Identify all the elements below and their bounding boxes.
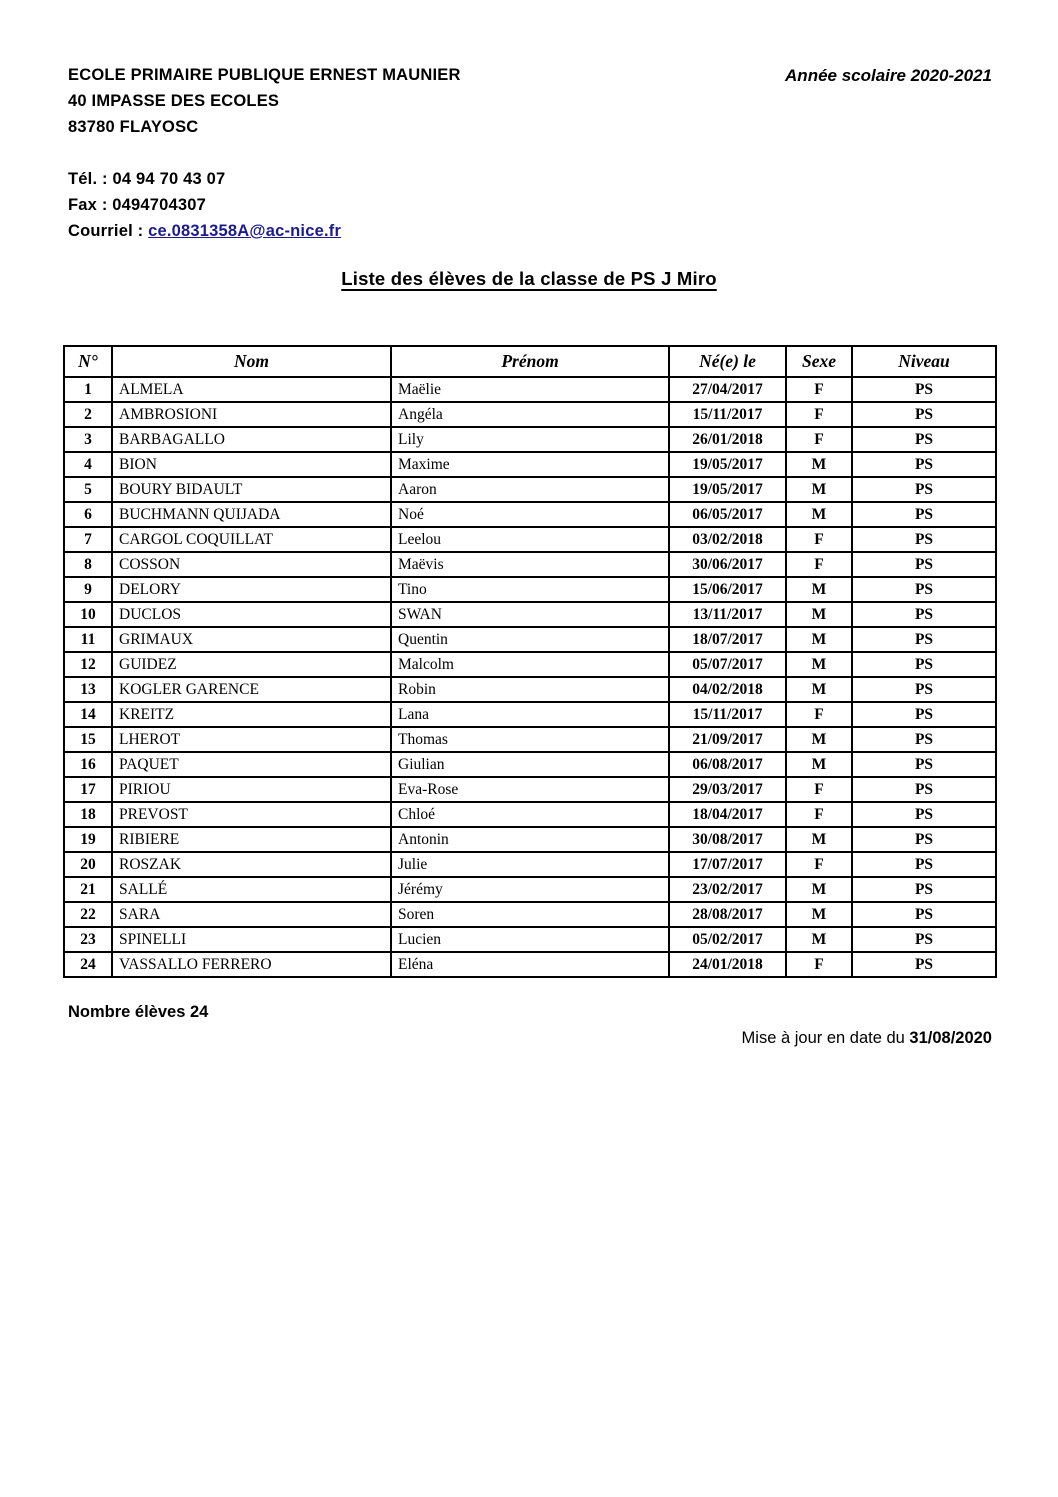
cell-numero: 2 [64,402,112,427]
cell-niveau: PS [852,652,996,677]
school-header [68,62,461,244]
update-label: Mise à jour en date du [741,1029,910,1047]
cell-numero: 6 [64,502,112,527]
cell-nom: BOURY BIDAULT [112,477,391,502]
cell-ne-le: 18/07/2017 [669,627,786,652]
cell-prenom: Maëlie [391,377,669,402]
cell-nom: PREVOST [112,802,391,827]
cell-prenom: Soren [391,902,669,927]
cell-prenom: Quentin [391,627,669,652]
cell-sexe: F [786,852,852,877]
cell-niveau: PS [852,902,996,927]
cell-sexe: F [786,427,852,452]
cell-numero: 7 [64,527,112,552]
cell-prenom: Julie [391,852,669,877]
cell-numero: 1 [64,377,112,402]
cell-ne-le: 04/02/2018 [669,677,786,702]
phone-value: 04 94 70 43 07 [112,170,226,188]
cell-sexe: M [786,477,852,502]
cell-ne-le: 06/08/2017 [669,752,786,777]
fax-label: Fax : [68,196,113,214]
column-header-niveau: Niveau [852,346,996,377]
cell-prenom: Lily [391,427,669,452]
cell-sexe: M [786,502,852,527]
cell-numero: 21 [64,877,112,902]
cell-sexe: M [786,602,852,627]
cell-numero: 23 [64,927,112,952]
cell-prenom: Lucien [391,927,669,952]
table-row [64,927,996,952]
fax-value: 0494704307 [112,196,207,214]
cell-niveau: PS [852,727,996,752]
school-year: Année scolaire 2020-2021 [785,66,992,85]
cell-prenom: Eléna [391,952,669,977]
cell-nom: COSSON [112,552,391,577]
table-row [64,777,996,802]
cell-numero: 18 [64,802,112,827]
cell-nom: DELORY [112,577,391,602]
cell-nom: ROSZAK [112,852,391,877]
cell-numero: 9 [64,577,112,602]
cell-prenom: Leelou [391,527,669,552]
cell-ne-le: 05/07/2017 [669,652,786,677]
cell-ne-le: 03/02/2018 [669,527,786,552]
cell-prenom: Robin [391,677,669,702]
cell-nom: CARGOL COQUILLAT [112,527,391,552]
email-label: Courriel : [68,222,149,240]
cell-nom: SARA [112,902,391,927]
cell-niveau: PS [852,627,996,652]
cell-niveau: PS [852,552,996,577]
cell-nom: PAQUET [112,752,391,777]
cell-nom: PIRIOU [112,777,391,802]
table-row [64,552,996,577]
table-row [64,627,996,652]
address-line-2: 83780 FLAYOSC [68,118,199,136]
cell-niveau: PS [852,777,996,802]
cell-prenom: Giulian [391,752,669,777]
cell-ne-le: 29/03/2017 [669,777,786,802]
cell-prenom: Lana [391,702,669,727]
cell-sexe: M [786,452,852,477]
cell-sexe: M [786,677,852,702]
cell-ne-le: 05/02/2017 [669,927,786,952]
header-spacer [68,140,461,166]
cell-niveau: PS [852,677,996,702]
cell-ne-le: 15/11/2017 [669,702,786,727]
cell-sexe: M [786,752,852,777]
cell-nom: ALMELA [112,377,391,402]
email-line [68,218,461,244]
table-row [64,577,996,602]
page-title: Liste des élèves de la classe de PS J Miro [341,268,717,289]
cell-nom: SALLÉ [112,877,391,902]
table-row [64,527,996,552]
cell-numero: 14 [64,702,112,727]
student-count: Nombre élèves 24 [68,1003,209,1021]
table-row [64,377,996,402]
cell-numero: 8 [64,552,112,577]
cell-niveau: PS [852,602,996,627]
cell-prenom: Chloé [391,802,669,827]
cell-sexe: M [786,627,852,652]
phone-line [68,166,461,192]
cell-nom: AMBROSIONI [112,402,391,427]
table-row [64,727,996,752]
table-row [64,752,996,777]
cell-ne-le: 26/01/2018 [669,427,786,452]
table-row [64,452,996,477]
cell-numero: 15 [64,727,112,752]
cell-prenom: Eva-Rose [391,777,669,802]
cell-nom: KREITZ [112,702,391,727]
cell-nom: GUIDEZ [112,652,391,677]
cell-ne-le: 30/06/2017 [669,552,786,577]
column-header-sexe: Sexe [786,346,852,377]
table-row [64,877,996,902]
cell-numero: 19 [64,827,112,852]
cell-prenom: Noé [391,502,669,527]
cell-numero: 24 [64,952,112,977]
cell-sexe: F [786,777,852,802]
column-header-prenom: Prénom [391,346,669,377]
cell-numero: 16 [64,752,112,777]
cell-sexe: F [786,702,852,727]
fax-line [68,192,461,218]
cell-ne-le: 28/08/2017 [669,902,786,927]
update-date: 31/08/2020 [909,1029,992,1047]
cell-prenom: Aaron [391,477,669,502]
cell-nom: RIBIERE [112,827,391,852]
cell-ne-le: 15/11/2017 [669,402,786,427]
cell-numero: 22 [64,902,112,927]
cell-nom: GRIMAUX [112,627,391,652]
cell-numero: 4 [64,452,112,477]
cell-niveau: PS [852,502,996,527]
cell-niveau: PS [852,952,996,977]
cell-ne-le: 19/05/2017 [669,477,786,502]
cell-numero: 3 [64,427,112,452]
cell-ne-le: 15/06/2017 [669,577,786,602]
cell-ne-le: 18/04/2017 [669,802,786,827]
table-row [64,477,996,502]
cell-ne-le: 27/04/2017 [669,377,786,402]
cell-ne-le: 19/05/2017 [669,452,786,477]
cell-numero: 5 [64,477,112,502]
table-row [64,677,996,702]
table-row [64,427,996,452]
cell-prenom: Maëvis [391,552,669,577]
cell-nom: BUCHMANN QUIJADA [112,502,391,527]
table-row [64,902,996,927]
school-name: ECOLE PRIMAIRE PUBLIQUE ERNEST MAUNIER [68,66,461,84]
cell-prenom: Tino [391,577,669,602]
cell-niveau: PS [852,752,996,777]
table-row [64,952,996,977]
cell-sexe: M [786,902,852,927]
students-table [63,345,997,978]
cell-niveau: PS [852,877,996,902]
cell-niveau: PS [852,852,996,877]
cell-prenom: Malcolm [391,652,669,677]
cell-numero: 12 [64,652,112,677]
cell-sexe: M [786,652,852,677]
column-header-nom: Nom [112,346,391,377]
cell-niveau: PS [852,927,996,952]
column-header-numero: N° [64,346,112,377]
cell-nom: KOGLER GARENCE [112,677,391,702]
cell-numero: 20 [64,852,112,877]
cell-prenom: Antonin [391,827,669,852]
cell-prenom: Thomas [391,727,669,752]
cell-sexe: M [786,577,852,602]
cell-niveau: PS [852,402,996,427]
table-row [64,852,996,877]
cell-nom: SPINELLI [112,927,391,952]
cell-sexe: M [786,727,852,752]
cell-sexe: F [786,527,852,552]
cell-niveau: PS [852,427,996,452]
cell-numero: 13 [64,677,112,702]
cell-ne-le: 13/11/2017 [669,602,786,627]
table-header-row [64,346,996,377]
cell-numero: 17 [64,777,112,802]
cell-sexe: F [786,402,852,427]
cell-nom: BION [112,452,391,477]
table-row [64,827,996,852]
phone-label: Tél. : [68,170,113,188]
cell-prenom: Maxime [391,452,669,477]
cell-ne-le: 06/05/2017 [669,502,786,527]
cell-niveau: PS [852,802,996,827]
update-date-line [742,1029,992,1048]
cell-prenom: Angéla [391,402,669,427]
table-row [64,702,996,727]
cell-nom: VASSALLO FERRERO [112,952,391,977]
cell-ne-le: 23/02/2017 [669,877,786,902]
cell-sexe: F [786,377,852,402]
cell-niveau: PS [852,827,996,852]
cell-ne-le: 17/07/2017 [669,852,786,877]
cell-numero: 10 [64,602,112,627]
cell-numero: 11 [64,627,112,652]
cell-prenom: Jérémy [391,877,669,902]
cell-sexe: M [786,927,852,952]
cell-nom: DUCLOS [112,602,391,627]
table-row [64,502,996,527]
cell-prenom: SWAN [391,602,669,627]
cell-ne-le: 24/01/2018 [669,952,786,977]
email-link[interactable]: ce.0831358A@ac-nice.fr [148,222,342,240]
table-row [64,652,996,677]
cell-niveau: PS [852,527,996,552]
cell-ne-le: 30/08/2017 [669,827,786,852]
cell-niveau: PS [852,477,996,502]
table-row [64,802,996,827]
cell-sexe: F [786,952,852,977]
cell-nom: BARBAGALLO [112,427,391,452]
cell-nom: LHEROT [112,727,391,752]
cell-sexe: M [786,877,852,902]
cell-ne-le: 21/09/2017 [669,727,786,752]
cell-niveau: PS [852,377,996,402]
cell-sexe: F [786,802,852,827]
cell-niveau: PS [852,577,996,602]
table-row [64,402,996,427]
table-row [64,602,996,627]
students-tbody [64,377,996,977]
cell-sexe: M [786,827,852,852]
address-line-1: 40 IMPASSE DES ECOLES [68,92,280,110]
column-header-ne-le: Né(e) le [669,346,786,377]
cell-niveau: PS [852,702,996,727]
cell-sexe: F [786,552,852,577]
cell-niveau: PS [852,452,996,477]
